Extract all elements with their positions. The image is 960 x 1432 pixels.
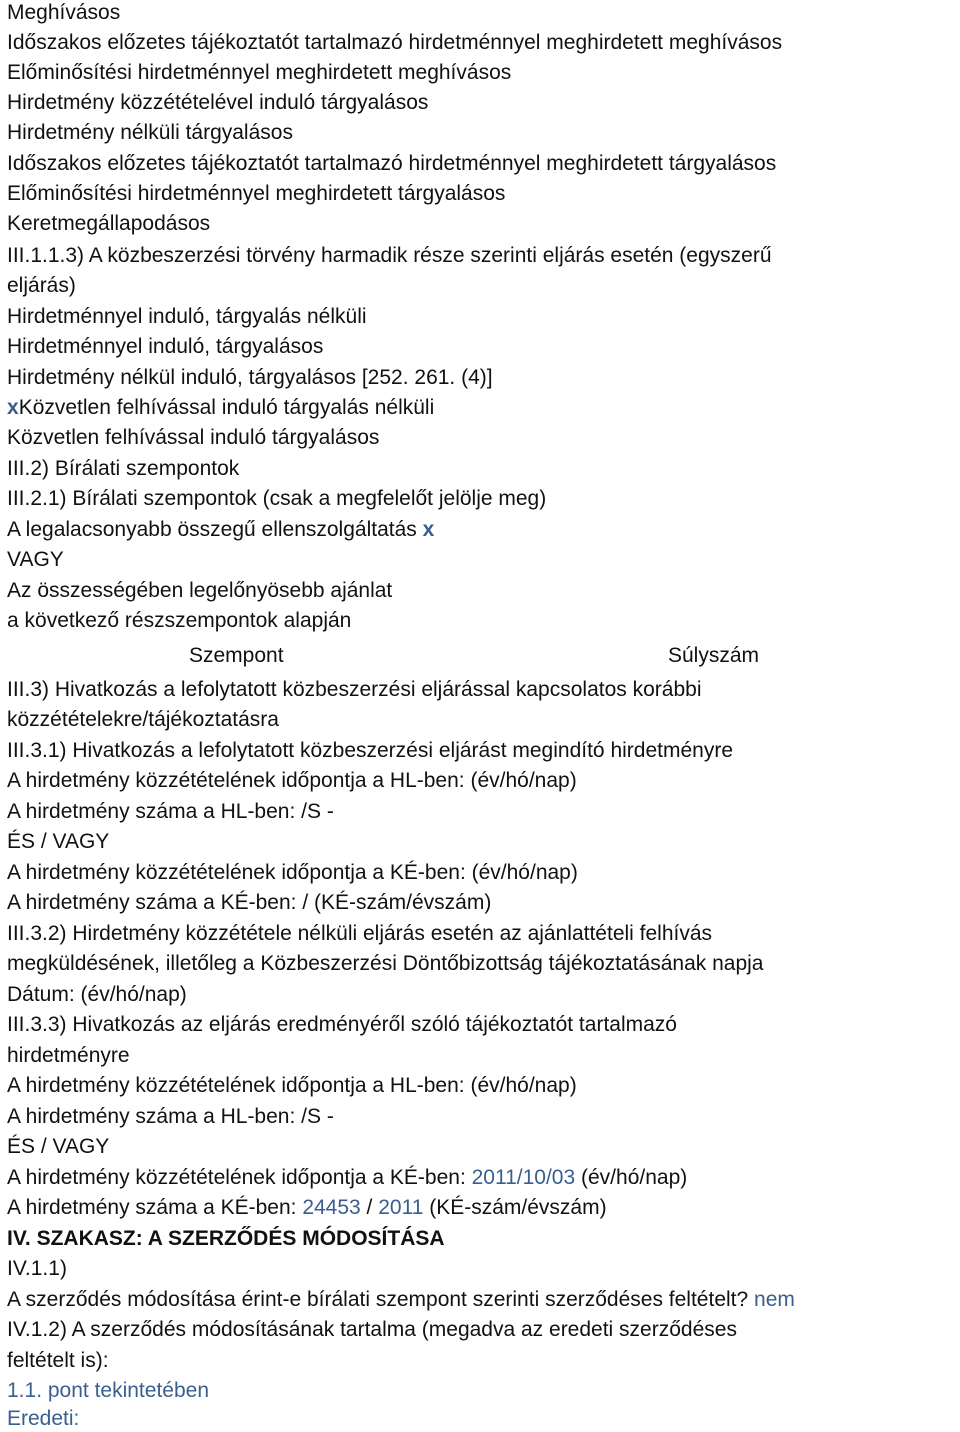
selected-mark: x xyxy=(7,396,19,419)
text-line: feltételt is): xyxy=(7,1349,109,1372)
ke-date-suffix: (év/hó/nap) xyxy=(575,1166,688,1189)
text-line: Közvetlen felhívással induló tárgyalásos xyxy=(7,426,380,449)
weight-column-header: Súlyszám xyxy=(668,644,760,667)
iv-question-text: A szerződés módosítása érint-e bírálati szempont szerinti szerződéses feltételt? xyxy=(7,1288,755,1311)
lowest-price-mark: x xyxy=(422,518,435,541)
section-heading: III.2.1) Bírálati szempontok (csak a megfelelőt jelölje meg) xyxy=(7,487,547,510)
text-line: eljárás) xyxy=(7,274,76,297)
selected-option-line xyxy=(7,395,434,421)
text-line: Meghívásos xyxy=(7,1,121,24)
lowest-price-line xyxy=(7,517,434,543)
ke-date-line xyxy=(7,1165,687,1191)
text-line: Hirdetmény nélkül induló, tárgyalásos [252. 261. (4)] xyxy=(7,366,493,389)
text-line: A hirdetmény közzétételének időpontja a HL-ben: (év/hó/nap) xyxy=(7,769,577,792)
text-line: Előminősítési hirdetménnyel meghirdetett meghívásos xyxy=(7,61,512,84)
text-line: ÉS / VAGY xyxy=(7,830,110,853)
ke-number-separator: / xyxy=(360,1196,379,1219)
section-heading: IV.1.1) xyxy=(7,1257,67,1280)
text-line: A hirdetmény közzétételének időpontja a KÉ-ben: (év/hó/nap) xyxy=(7,861,578,884)
section-heading: III.3.1) Hivatkozás a lefolytatott közbeszerzési eljárást megindító hirdetményre xyxy=(7,739,733,762)
original-label: Eredeti: xyxy=(7,1407,80,1430)
ke-number-year: 2011 xyxy=(378,1196,424,1219)
ke-number-value: 24453 xyxy=(302,1196,361,1219)
section-heading: IV.1.2) A szerződés módosításának tartalma (megadva az eredeti szerződéses xyxy=(7,1318,737,1341)
text-line: Hirdetménnyel induló, tárgyalásos xyxy=(7,335,324,358)
ke-number-line xyxy=(7,1195,607,1221)
text-line: Hirdetménnyel induló, tárgyalás nélküli xyxy=(7,305,367,328)
text-line: A hirdetmény száma a KÉ-ben: / (KÉ-szám/évszám) xyxy=(7,891,492,914)
text-line: Az összességében legelőnyösebb ajánlat xyxy=(7,579,393,602)
text-line: A hirdetmény közzétételének időpontja a HL-ben: (év/hó/nap) xyxy=(7,1074,577,1097)
iv-question-answer: nem xyxy=(754,1288,795,1311)
section-heading: III.1.1.3) A közbeszerzési törvény harmadik része szerinti eljárás esetén (egyszerű xyxy=(7,244,772,267)
text-line: VAGY xyxy=(7,548,64,571)
point-reference: 1.1. pont tekintetében xyxy=(7,1379,209,1402)
text-line: Hirdetmény nélküli tárgyalásos xyxy=(7,121,293,144)
ke-date-prefix: A hirdetmény közzétételének időpontja a KÉ-ben: xyxy=(7,1166,472,1189)
ke-date-value: 2011/10/03 xyxy=(471,1166,576,1189)
lowest-price-text: A legalacsonyabb összegű ellenszolgáltatás xyxy=(7,518,417,541)
ke-number-suffix: (KÉ-szám/évszám) xyxy=(423,1196,607,1219)
text-line: Előminősítési hirdetménnyel meghirdetett tárgyalásos xyxy=(7,182,506,205)
section-heading: III.3.3) Hivatkozás az eljárás eredményéről szóló tájékoztatót tartalmazó xyxy=(7,1013,677,1036)
section-heading: III.3.2) Hirdetmény közzététele nélküli eljárás esetén az ajánlattételi felhívás xyxy=(7,922,713,945)
text-line: Időszakos előzetes tájékoztatót tartalmazó hirdetménnyel meghirdetett meghívásos xyxy=(7,31,783,54)
text-line: közzétételekre/tájékoztatásra xyxy=(7,708,279,731)
text-line: A hirdetmény száma a HL-ben: /S - xyxy=(7,1105,334,1128)
text-line: A hirdetmény száma a HL-ben: /S - xyxy=(7,800,334,823)
text-line: Keretmegállapodásos xyxy=(7,212,211,235)
text-line: Hirdetmény közzétételével induló tárgyalásos xyxy=(7,91,429,114)
criterion-column-header: Szempont xyxy=(189,644,284,667)
section-iv-title: IV. SZAKASZ: A SZERZŐDÉS MÓDOSÍTÁSA xyxy=(7,1227,445,1250)
section-heading: III.3) Hivatkozás a lefolytatott közbeszerzési eljárással kapcsolatos korábbi xyxy=(7,678,702,701)
iv-question-line xyxy=(7,1287,795,1313)
selected-option-text: Közvetlen felhívással induló tárgyalás nélküli xyxy=(18,396,435,419)
text-line: hirdetményre xyxy=(7,1044,130,1067)
ke-number-prefix: A hirdetmény száma a KÉ-ben: xyxy=(7,1196,303,1219)
section-heading: III.2) Bírálati szempontok xyxy=(7,457,240,480)
text-line: ÉS / VAGY xyxy=(7,1135,110,1158)
text-line: Dátum: (év/hó/nap) xyxy=(7,983,187,1006)
text-line: megküldésének, illetőleg a Közbeszerzési Döntőbizottság tájékoztatásának napja xyxy=(7,952,764,975)
text-line: a következő részszempontok alapján xyxy=(7,609,352,632)
text-line: Időszakos előzetes tájékoztatót tartalmazó hirdetménnyel meghirdetett tárgyalásos xyxy=(7,152,777,175)
